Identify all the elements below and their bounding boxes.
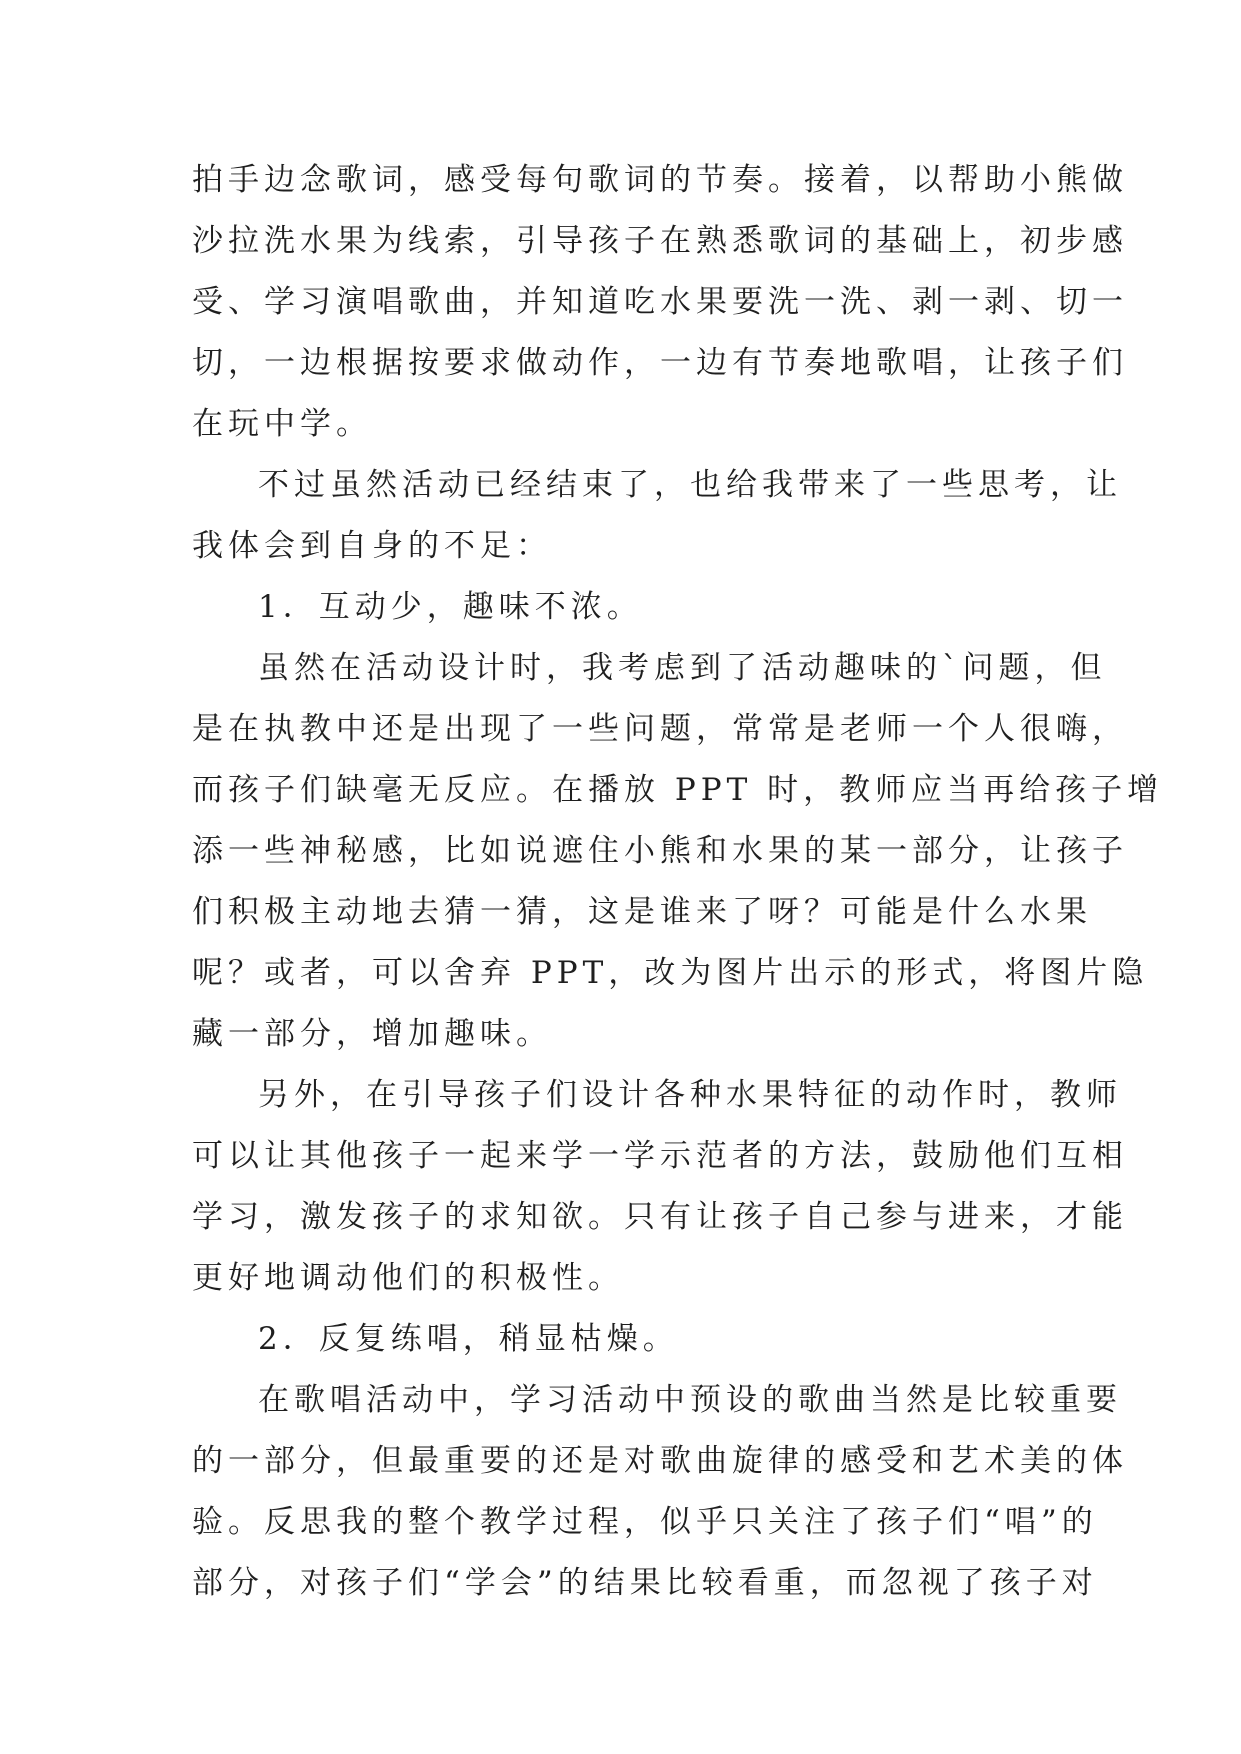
section-heading-1: 1．互动少，趣味不浓。 xyxy=(258,589,643,625)
text-line: 拍手边念歌词，感受每句歌词的节奏。接着，以帮助小熊做 xyxy=(192,162,1128,198)
text-line: 更好地调动他们的积极性。 xyxy=(192,1260,624,1296)
text-line: 部分，对孩子们“学会”的结果比较看重，而忽视了孩子对 xyxy=(192,1565,1098,1601)
text-line: 沙拉洗水果为线索，引导孩子在熟悉歌词的基础上，初步感 xyxy=(192,223,1128,259)
body-text xyxy=(192,150,1164,1614)
paragraph-start-line: 在歌唱活动中，学习活动中预设的歌曲当然是比较重要 xyxy=(258,1382,1122,1418)
text-line: 的一部分，但最重要的还是对歌曲旋律的感受和艺术美的体 xyxy=(192,1443,1128,1479)
text-line: 切，一边根据按要求做动作，一边有节奏地歌唱，让孩子们 xyxy=(192,345,1128,381)
section-heading-2: 2．反复练唱，稍显枯燥。 xyxy=(258,1321,679,1357)
text-line: 受、学习演唱歌曲，并知道吃水果要洗一洗、剥一剥、切一 xyxy=(192,284,1128,320)
text-line: 是在执教中还是出现了一些问题，常常是老师一个人很嗨， xyxy=(192,711,1128,747)
text-line: 我体会到自身的不足： xyxy=(192,528,552,564)
paragraph-start-line: 另外，在引导孩子们设计各种水果特征的动作时，教师 xyxy=(258,1077,1122,1113)
text-line: 呢？或者，可以舍弃 PPT，改为图片出示的形式，将图片隐 xyxy=(192,955,1149,991)
text-line: 在玩中学。 xyxy=(192,406,372,442)
text-line: 而孩子们缺毫无反应。在播放 PPT 时，教师应当再给孩子增 xyxy=(192,772,1164,808)
text-line: 可以让其他孩子一起来学一学示范者的方法，鼓励他们互相 xyxy=(192,1138,1128,1174)
text-line: 们积极主动地去猜一猜，这是谁来了呀？可能是什么水果 xyxy=(192,894,1092,930)
text-line: 添一些神秘感，比如说遮住小熊和水果的某一部分，让孩子 xyxy=(192,833,1128,869)
text-line: 验。反思我的整个教学过程，似乎只关注了孩子们“唱”的 xyxy=(192,1504,1098,1540)
text-line: 学习，激发孩子的求知欲。只有让孩子自己参与进来，才能 xyxy=(192,1199,1128,1235)
text-line: 藏一部分，增加趣味。 xyxy=(192,1016,552,1052)
paragraph-start-line: 虽然在活动设计时，我考虑到了活动趣味的`问题，但 xyxy=(258,650,1107,686)
paragraph-start-line: 不过虽然活动已经结束了，也给我带来了一些思考，让 xyxy=(258,467,1122,503)
